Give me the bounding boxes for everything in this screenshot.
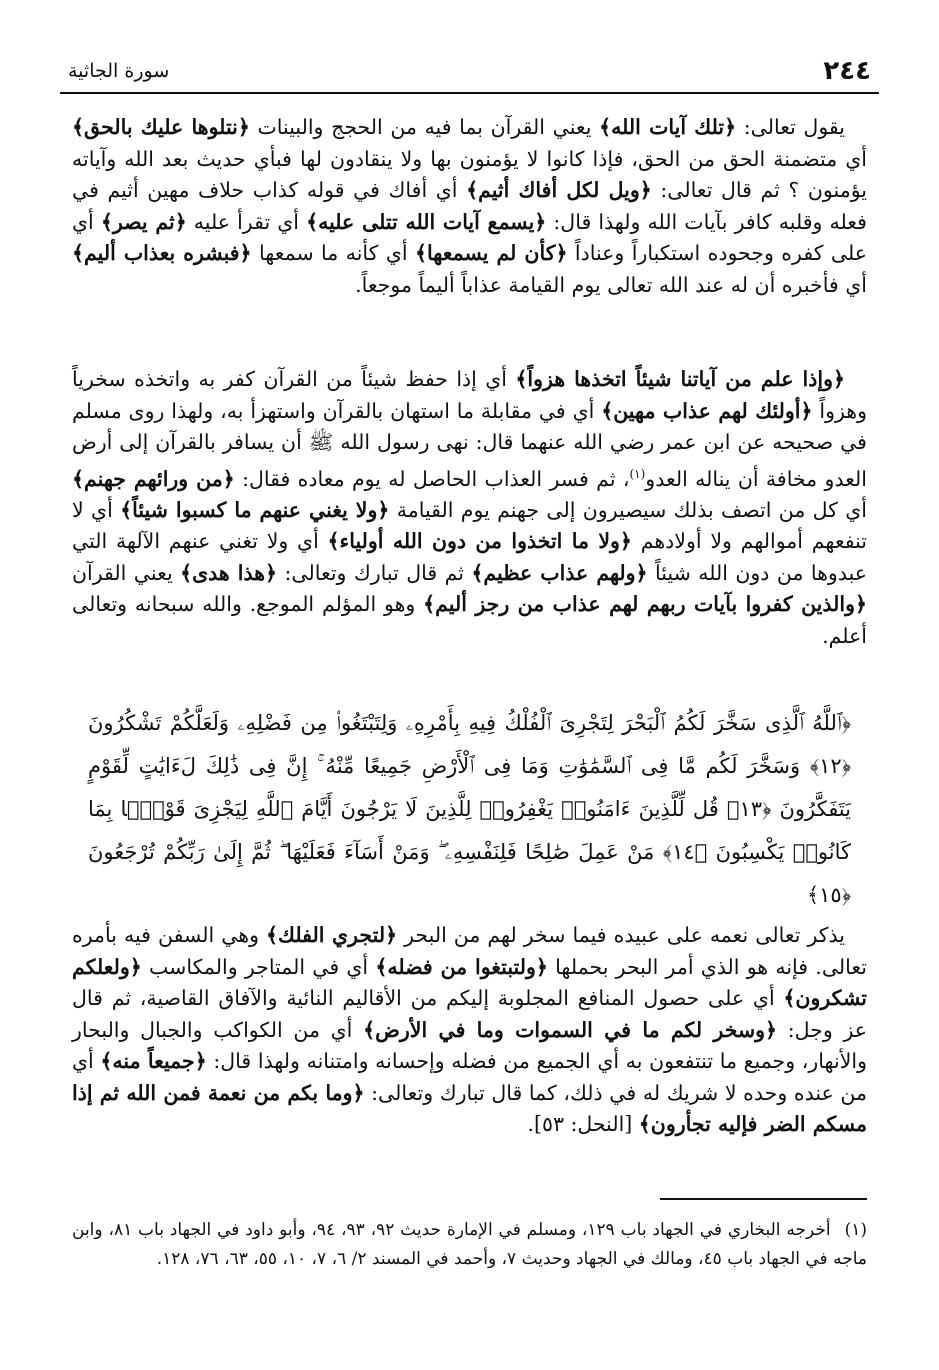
quran-quote: ﴿وإذا علم من آياتنا شيئاً اتخذها هزواً﴾ [515, 367, 845, 391]
text-segment: [النحل: ٥٣]. [527, 1112, 639, 1136]
text-segment: أي في المتاجر والمكاسب [141, 954, 376, 979]
text-segment: أي من عنده وحده لا شريك له في ذلك، كما قال تبارك وتعالى: [72, 1049, 867, 1105]
quran-quote: ﴿يسمع آيات الله تتلى عليه﴾ [306, 209, 547, 234]
text-segment: يعني القرآن بما فيه من الحجج والبينات [249, 115, 600, 139]
footnote-number: (١) [844, 1220, 868, 1240]
paragraph-2 [72, 364, 867, 652]
quran-quote: ﴿والذين كفروا بآيات ربهم لهم عذاب من رجز أليم﴾ [423, 592, 867, 617]
quran-verse-block: ﴿ٱللَّهُ ٱلَّذِى سَخَّرَ لَكُمُ ٱلْبَحْرَ لِتَجْرِىَ ٱلْفُلْكُ فِيهِ بِأَمْرِهِۦ وَلِتَبْتَغُوا۟ مِن فَضْلِهِۦ وَلَعَلَّكُمْ تَشْكُرُونَ ﴿١٢﴾ وَسَخَّرَ لَكُم مَّا فِى ٱلسَّمَٰوَٰتِ وَمَا فِى ٱلْأَرْضِ جَمِيعًا مِّنْهُ ۚ إِنَّ فِى ذَٰلِكَ لَءَايَٰتٍ لِّقَوْمٍ يَتَفَكَّرُونَ ﴿١٣﴾ قُل لِّلَّذِينَ ءَامَنُوا۟ يَغْفِرُوا۟ لِلَّذِينَ لَا يَرْجُونَ أَيَّامَ ٱللَّهِ لِيَجْزِىَ قَوْمًۢا بِمَا كَانُوا۟ يَكْسِبُونَ ﴿١٤﴾ مَنْ عَمِلَ صَٰلِحًا فَلِنَفْسِهِۦ ۖ وَمَنْ أَسَآءَ فَعَلَيْهَا ۖ ثُمَّ إِلَىٰ رَبِّكُمْ تُرْجَعُونَ ﴿١٥﴾ [88, 711, 852, 907]
text-segment: أي على كفره وجحوده استكباراً وعناداً [72, 209, 867, 265]
header-divider [60, 92, 879, 94]
text-segment: أي أفاك في قوله كذاب حلاف مهين أثيم في فعله وقلبه كافر بآيات الله ولهذا قال: [72, 178, 867, 234]
text-segment: أي من الكواكب والجبال والبحار والأنهار، وجميع ما تنتفعون به أي الجميع من فضله وإحسانه وامتنانه ولهذا قال: [72, 1017, 867, 1073]
quran-quote: ﴿ولتبتغوا من فضله﴾ [375, 954, 548, 979]
paragraph-1 [72, 112, 867, 301]
text-segment: ، ثم فسر العذاب الحاصل له يوم معاده فقال: [234, 466, 630, 491]
text-segment: وهو المؤلم الموجع. والله سبحانه وتعالى أعلم. [72, 592, 867, 648]
quran-quote: ﴿جميعاً منه﴾ [100, 1049, 207, 1073]
text-segment: أي تقرأ عليه [186, 209, 307, 234]
text-segment: أي ولا تغني عنهم الآلهة التي عبدوها من دون الله شيئاً [72, 529, 867, 585]
paragraph-3 [72, 920, 867, 1141]
quran-quote: ﴿من ورائهم جهنم﴾ [72, 466, 235, 491]
quran-quote: ﴿وما بكم من نعمة فمن الله ثم إذا مسكم الضر فإليه تجأرون﴾ [72, 1080, 867, 1136]
text-segment: أي كل من اتصف بذلك سيصيرون إلى جهنم يوم القيامة [389, 497, 867, 522]
quran-quote: ﴿تلك آيات الله﴾ [599, 115, 737, 139]
text-segment: يقول تعالى: [736, 115, 845, 139]
footnote [72, 1216, 867, 1274]
text-segment: أي فأخبره أن له عند الله تعالى يوم القيامة عذاباً أليماً موجعاً. [355, 272, 867, 297]
quran-quote: ﴿ولا ما اتخذوا من دون الله أولياء﴾ [327, 529, 632, 554]
quran-quote: ﴿نتلوها عليك بالحق﴾ [72, 115, 250, 139]
quran-quote: ﴿ويل لكل أفاك أثيم﴾ [466, 178, 652, 202]
footnote-divider [660, 1198, 867, 1200]
footnote-reference[interactable]: (١) [629, 466, 646, 481]
text-segment: يعني القرآن [72, 560, 181, 585]
quran-quote: ﴿ولهم عذاب عظيم﴾ [471, 560, 648, 585]
page-header [60, 56, 879, 86]
text-segment: ثم قال تبارك وتعالى: [277, 560, 472, 585]
quran-quote: ﴿لتجري الفلك﴾ [266, 923, 398, 947]
quran-quote: ﴿كأن لم يسمعها﴾ [415, 241, 568, 265]
text-segment: أي على حصول المنافع المجلوبة إليكم من الأقاليم النائية والآفاق القاصية، ثم قال عز وجل: [72, 986, 867, 1042]
page-number: ٢٤٤ [823, 56, 871, 86]
text-segment: أي إذا حفظ شيئاً من القرآن كفر به واتخذه سخرياً وهزواً [72, 367, 867, 423]
quran-quote: ﴿ولا يغني عنهم ما كسبوا شيئاً﴾ [120, 497, 390, 522]
footnote-text: أخرجه البخاري في الجهاد باب ١٢٩، ومسلم في الإمارة حديث ٩٢، ٩٣، ٩٤، وأبو داود في الجهاد باب ٨١، وابن ماجه في الجهاد باب ٤٥، ومالك في الجهاد وحديث ٧، وأحمد في المسند ٢/ ٦، ٧، ١٠، ٥٥، ٦٣، ٧٦، ١٢٨. [72, 1220, 867, 1269]
text-segment: يذكر تعالى نعمه على عبيده فيما سخر لهم من البحر [397, 923, 845, 947]
text-segment: أي كأنه ما سمعها [251, 241, 415, 265]
text-segment: أي متضمنة الحق من الحق، فإذا كانوا لا يؤمنون بها ولا ينقادون لها فبأي حديث بعد الله وآياته يؤمنون ؟ ثم قال تعالى: [72, 146, 867, 202]
quran-quote: ﴿وسخر لكم ما في السموات وما في الأرض﴾ [363, 1017, 778, 1042]
quran-quote: ﴿فبشره بعذاب أليم﴾ [72, 241, 252, 265]
quran-quote: ﴿ولعلكم تشكرون﴾ [72, 954, 867, 1010]
text-segment: أي في مقابلة ما استهان بالقرآن واستهزأ به، ولهذا روى مسلم في صحيحه عن ابن عمر رضي الله عنهما قال: نهى رسول الله ﷺ أن يسافر بالقرآن إلى أرض العدو مخافة أن يناله العدو [72, 398, 867, 491]
text-segment: وهي السفن فيه بأمره تعالى. فإنه هو الذي أمر البحر بحملها [72, 923, 868, 979]
text-segment: أي لا تنفعهم أموالهم ولا أولادهم [72, 497, 867, 554]
surah-name: سورة الجاثية [68, 60, 170, 82]
quran-quote: ﴿هذا هدى﴾ [180, 560, 278, 585]
quran-quote: ﴿ثم يصر﴾ [100, 209, 187, 234]
quran-quote: ﴿أولئك لهم عذاب مهين﴾ [601, 398, 813, 423]
